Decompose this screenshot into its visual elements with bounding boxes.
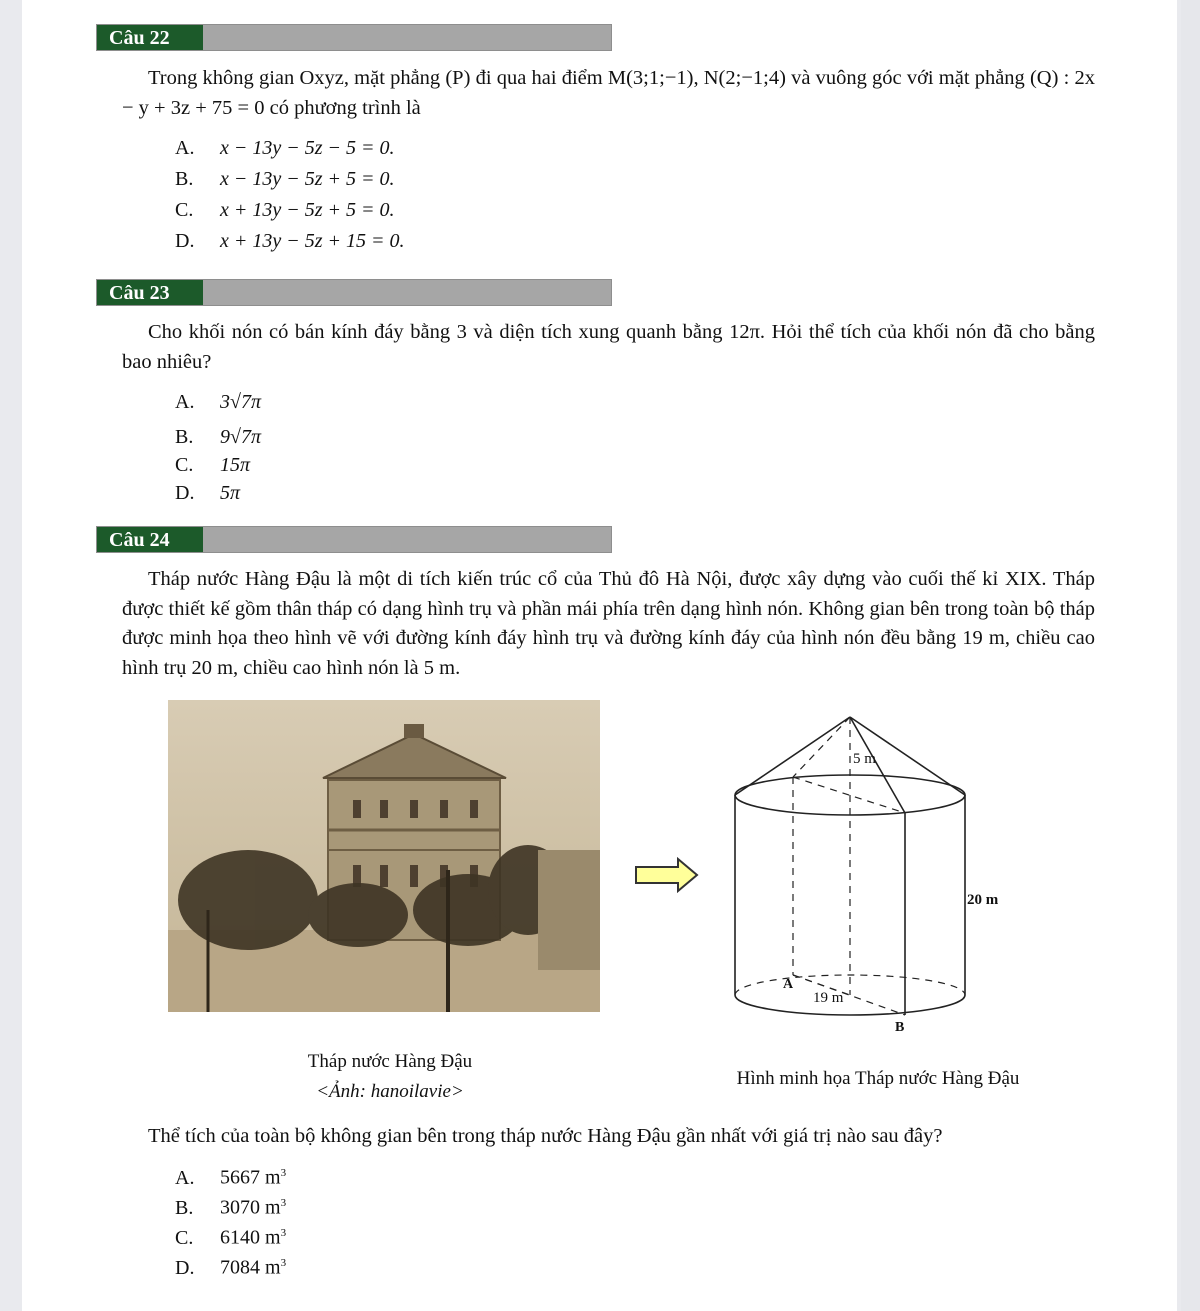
- point-a-label: A: [783, 977, 794, 992]
- question-label: Câu 23: [97, 280, 203, 305]
- question-text: Cho khối nón có bán kính đáy bằng 3 và diện tích xung quanh bằng 12π. Hỏi thể tích của khối nón đã cho bằng bao nhiêu?: [122, 321, 1095, 373]
- scrollbar[interactable]: [1181, 0, 1200, 1311]
- photo-credit: <Ảnh: hanoilavie>: [316, 1081, 464, 1102]
- option-b[interactable]: B. 9√7π: [175, 426, 261, 448]
- cone-height-label: 5 m: [853, 751, 876, 767]
- question-prompt: Thể tích của toàn bộ không gian bên trong tháp nước Hàng Đậu gần nhất với giá trị nào sau đây?: [148, 1125, 943, 1147]
- diameter-label: 19 m: [813, 990, 844, 1006]
- option-a[interactable]: A. 3√7π: [175, 391, 261, 413]
- question-text: Trong không gian Oxyz, mặt phẳng (P) đi qua hai điểm M(3;1;−1), N(2;−1;4) và vuông góc với mặt phẳng (Q) : 2x − y + 3z + 75 = 0 có phương trình là: [122, 67, 1095, 119]
- question-label: Câu 24: [97, 527, 203, 552]
- option-d[interactable]: D. 7084 $m^3$: [175, 1256, 287, 1279]
- option-c[interactable]: C. 15π: [175, 454, 251, 476]
- point-b-label: B: [895, 1020, 905, 1035]
- diagram-caption: Hình minh họa Tháp nước Hàng Đậu: [736, 1068, 1020, 1089]
- option-a[interactable]: A. 5667 $m^3$: [175, 1166, 287, 1189]
- question-text: Tháp nước Hàng Đậu là một di tích kiến trúc cổ của Thủ đô Hà Nội, được xây dựng vào cuối thế kỉ XIX. Tháp được thiết kế gồm thân tháp có dạng hình trụ và phần mái phía trên dạng hình nón. Không gian bên trong toàn bộ tháp được minh họa theo hình vẽ với đường kính đáy hình trụ và đường kính đáy của hình nón đều bằng 19 m, chiều cao hình trụ 20 m, chiều cao hình nón là 5 m.: [122, 568, 1095, 679]
- water-tower-photo: [168, 700, 600, 1012]
- option-c[interactable]: C. x + 13y − 5z + 5 = 0.: [175, 199, 395, 221]
- tower-diagram: [725, 705, 1025, 1035]
- question-header-24: [96, 526, 612, 553]
- option-d[interactable]: D. 5π: [175, 482, 241, 504]
- cylinder-height-label: 20 m: [967, 892, 999, 908]
- question-header-22: [96, 24, 612, 51]
- question-header-23: [96, 279, 612, 306]
- option-b[interactable]: B. x − 13y − 5z + 5 = 0.: [175, 168, 395, 190]
- option-b[interactable]: B. 3070 $m^3$: [175, 1196, 287, 1219]
- option-c[interactable]: C. 6140 $m^3$: [175, 1226, 287, 1249]
- arrow-right-icon: [634, 857, 700, 893]
- option-a[interactable]: A. x − 13y − 5z − 5 = 0.: [175, 137, 395, 159]
- option-d[interactable]: D. x + 13y − 5z + 15 = 0.: [175, 230, 405, 252]
- photo-caption: Tháp nước Hàng Đậu: [307, 1051, 473, 1072]
- question-label: Câu 22: [97, 25, 203, 50]
